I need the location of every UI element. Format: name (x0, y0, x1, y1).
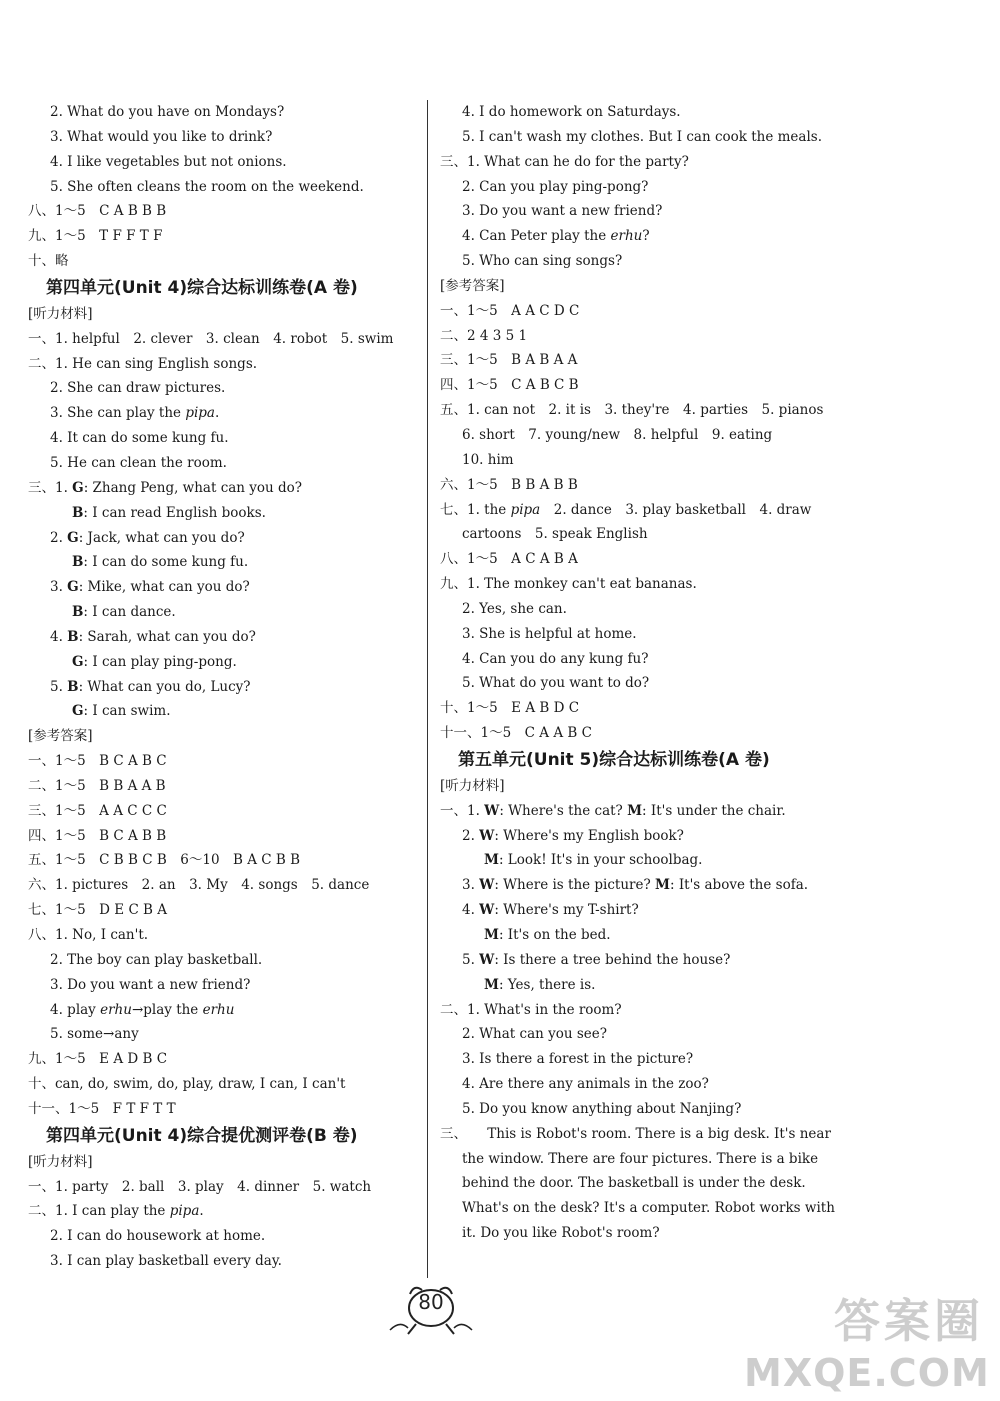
text-line: 一、1. helpful 2. clever 3. clean 4. robot 5. swim (28, 330, 394, 347)
text-line: 5. some→any (50, 1026, 139, 1043)
text-line: 五、1～5 C B B C B 6～10 B A C B B (28, 852, 301, 869)
text-line: 3. Do you want a new friend? (462, 203, 663, 220)
text-line: 2. The boy can play basketball. (50, 951, 263, 968)
page-number: 80 (418, 1290, 444, 1314)
text-line: B: I can read English books. (72, 504, 266, 521)
section-heading: 第五单元(Unit 5)综合达标训练卷(A 卷) (458, 749, 770, 770)
text-line: 4. I like vegetables but not onions. (50, 153, 287, 170)
watermark (744, 1285, 990, 1395)
text-line: 3. G: Mike, what can you do? (50, 579, 250, 596)
left-column (28, 100, 408, 1274)
text-line: 3. Do you want a new friend? (50, 976, 251, 993)
text-line: [参考答案] (440, 277, 505, 294)
text-line: 一、1～5 A A C D C (440, 302, 580, 319)
text-line: 七、1. the pipa 2. dance 3. play basketball 4. draw (440, 501, 812, 518)
text-line: 4. play erhu→play the erhu (50, 1001, 235, 1018)
text-line: cartoons 5. speak English (462, 526, 648, 543)
text-line: [参考答案] (28, 728, 93, 745)
text-line: M: It's on the bed. (484, 927, 611, 943)
text-line: 2. What can you see? (462, 1026, 607, 1043)
section-heading: 第四单元(Unit 4)综合达标训练卷(A 卷) (46, 277, 358, 298)
text-line: M: Look! It's in your schoolbag. (484, 852, 703, 869)
text-line: 2. She can draw pictures. (50, 380, 226, 397)
text-line: 九、1. The monkey can't eat bananas. (440, 576, 697, 593)
text-line: 六、1～5 B B A B B (440, 476, 578, 493)
text-line: 五、1. can not 2. it is 3. they're 4. parties 5. pianos (440, 402, 824, 419)
text-line: 5. B: What can you do, Lucy? (50, 678, 251, 695)
text-line: 2. Yes, she can. (462, 600, 567, 617)
text-line: 一、1. W: Where's the cat? M: It's under the chair. (440, 802, 786, 819)
text-line: 5. Who can sing songs? (462, 253, 623, 270)
text-line: 4. It can do some kung fu. (50, 430, 229, 447)
text-line: 4. I do homework on Saturdays. (462, 104, 681, 120)
text-line: [听力材料] (440, 777, 505, 794)
text-line: 二、1～5 B B A A B (28, 777, 166, 794)
text-line: 八、1～5 A C A B A (440, 551, 578, 568)
text-line: 二、1. He can sing English songs. (28, 355, 258, 372)
text-line: 3. Is there a forest in the picture? (462, 1051, 694, 1068)
text-line: 一、1. party 2. ball 3. play 4. dinner 5. watch (28, 1178, 372, 1195)
text-line: behind the door. The basketball is under the desk. (462, 1175, 806, 1192)
text-line: 十一、1～5 C A A B C (440, 725, 592, 742)
text-line: the window. There are four pictures. There is a bike (462, 1150, 819, 1167)
text-line: [听力材料] (28, 1153, 93, 1170)
text-line: 3. W: Where is the picture? M: It's above the sofa. (462, 877, 809, 894)
watermark-logo-text: 答案圈 (834, 1294, 984, 1348)
text-line: 3. What would you like to drink? (50, 128, 273, 145)
text-line: G: I can play ping-pong. (72, 653, 237, 670)
text-line: 四、1～5 B C A B B (28, 827, 167, 844)
text-line: 七、1～5 D E C B A (28, 902, 168, 919)
text-line: 5. What do you want to do? (462, 675, 650, 692)
text-line: 一、1～5 B C A B C (28, 753, 167, 770)
page-number-badge (386, 1280, 476, 1340)
text-line: 2. Can you play ping-pong? (462, 178, 649, 195)
text-line: 九、1～5 T F F T F (28, 228, 163, 245)
text-line: 十、1～5 E A B D C (440, 700, 580, 717)
right-column (440, 100, 840, 1246)
text-line: 二、1. I can play the pipa. (28, 1203, 204, 1220)
text-line: 5. W: Is there a tree behind the house? (462, 951, 731, 968)
text-line: 2. W: Where's my English book? (462, 827, 684, 844)
text-line: 5. I can't wash my clothes. But I can cook the meals. (462, 128, 823, 145)
text-line: 六、1. pictures 2. an 3. My 4. songs 5. dance (28, 877, 370, 894)
text-line: 4. Can you do any kung fu? (462, 650, 649, 667)
text-line: 二、2 4 3 5 1 (440, 327, 528, 344)
text-line: 6. short 7. young/new 8. helpful 9. eating (462, 426, 773, 443)
text-line: 三、1. What can he do for the party? (440, 153, 689, 170)
text-line: 3. She is helpful at home. (462, 625, 637, 642)
text-line: M: Yes, there is. (484, 976, 596, 993)
text-line: 四、1～5 C A B C B (440, 377, 579, 394)
text-line: B: I can dance. (72, 604, 176, 621)
text-line: it. Do you like Robot's room? (462, 1225, 660, 1242)
text-line: 八、1～5 C A B B B (28, 203, 167, 220)
text-line: 2. G: Jack, what can you do? (50, 529, 245, 546)
text-line: 二、1. What's in the room? (440, 1001, 622, 1018)
text-line: 5. Do you know anything about Nanjing? (462, 1100, 742, 1117)
column-divider (427, 100, 428, 1278)
text-line: 三、1～5 A A C C C (28, 802, 167, 819)
text-line: 4. W: Where's my T-shirt? (462, 902, 639, 919)
text-line: 3. I can play basketball every day. (50, 1253, 282, 1270)
text-line: G: I can swim. (72, 703, 171, 720)
text-line: 4. Can Peter play the erhu? (462, 228, 650, 245)
text-line: 八、1. No, I can't. (28, 927, 149, 943)
text-line: 4. Are there any animals in the zoo? (462, 1076, 709, 1093)
text-line: 2. What do you have on Mondays? (50, 104, 285, 120)
text-line: 九、1～5 E A D B C (28, 1051, 168, 1068)
text-line: 5. He can clean the room. (50, 454, 227, 471)
text-line: [听力材料] (28, 305, 93, 322)
text-line: 十一、1～5 F T F T T (28, 1100, 176, 1117)
text-line: 三、1. G: Zhang Peng, what can you do? (28, 479, 303, 496)
text-line: 三、1～5 B A B A A (440, 352, 578, 369)
text-line: 十、略 (28, 253, 69, 270)
text-line: 5. She often cleans the room on the weekend. (50, 178, 364, 195)
text-line: 4. B: Sarah, what can you do? (50, 628, 256, 645)
watermark-url: MXQE.COM (744, 1351, 990, 1395)
text-line: B: I can do some kung fu. (72, 554, 249, 571)
text-line: 2. I can do housework at home. (50, 1228, 266, 1245)
text-line: 十、can, do, swim, do, play, draw, I can, I can't (28, 1076, 346, 1093)
text-line: 3. She can play the pipa. (50, 405, 220, 422)
section-heading: 第四单元(Unit 4)综合提优测评卷(B 卷) (46, 1125, 358, 1146)
text-line: 三、 This is Robot's room. There is a big desk. It's near (440, 1125, 831, 1142)
text-line: 10. him (462, 451, 514, 468)
text-line: What's on the desk? It's a computer. Robot works with (462, 1200, 835, 1217)
